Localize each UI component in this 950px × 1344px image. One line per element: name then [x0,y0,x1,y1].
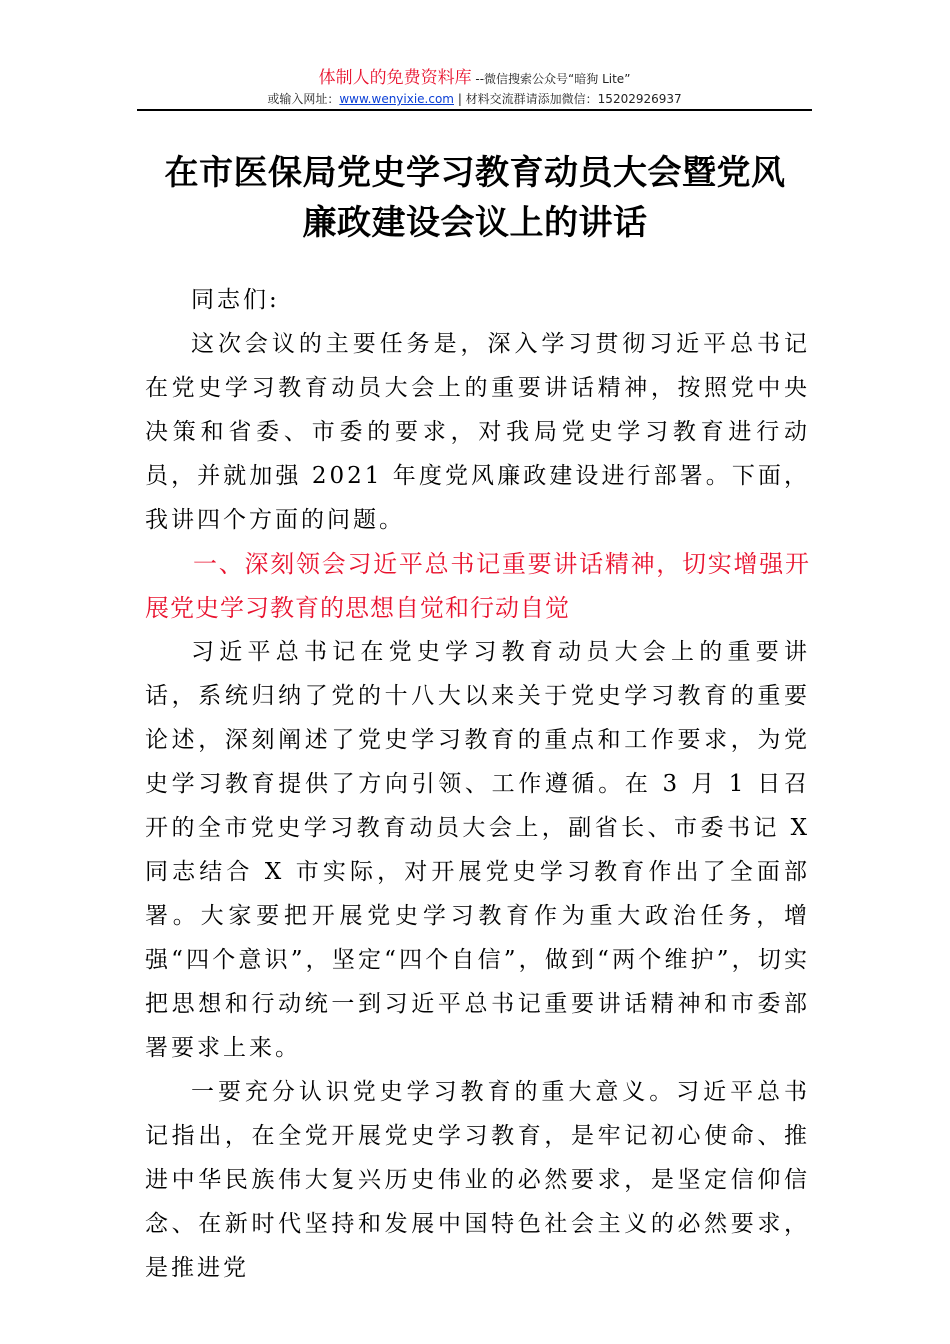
section-heading-1: 一、深刻领会习近平总书记重要讲话精神，切实增强开展党史学习教育的思想自觉和行动自觉 [145,550,810,622]
website-link[interactable]: www.wenyixie.com [339,92,454,106]
document-body [145,278,810,1290]
header-tagline: --微信搜索公众号“暗狗 Lite” [471,72,631,86]
header-promo-line [137,68,812,90]
page-header [137,68,812,108]
header-divider [137,109,812,111]
contact-info: | 材料交流群请添加微信：15202926937 [454,92,682,106]
title-line-2: 廉政建设会议上的讲话 [302,203,648,243]
header-contact-line [137,90,812,108]
salutation: 同志们: [191,287,280,313]
url-prefix: 或输入网址： [267,92,340,106]
section-1-paragraph-2: 一要充分认识党史学习教育的重大意义。习近平总书记指出，在全党开展党史学习教育，是牢记初心使命、推进中华民族伟大复兴历史伟业的必然要求，是坚定信仰信念、在新时代坚持和发展中国特色社会主义的必然要求，是推进党 [145,1079,810,1281]
intro-paragraph: 这次会议的主要任务是，深入学习贯彻习近平总书记在党史学习教育动员大会上的重要讲话精神，按照党中央决策和省委、市委的要求，对我局党史学习教育进行动员，并就加强 2021 年度党风廉政建设进行部署。下面，我讲四个方面的问题。 [145,331,810,533]
brand-name: 体制人的免费资料库 [318,68,472,88]
title-line-1: 在市医保局党史学习教育动员大会暨党风 [164,153,786,193]
section-1-paragraph-1: 习近平总书记在党史学习教育动员大会上的重要讲话，系统归纳了党的十八大以来关于党史学习教育的重要论述，深刻阐述了党史学习教育的重点和工作要求，为党史学习教育提供了方向引领、工作遵循。在 3 月 1 日召开的全市党史学习教育动员大会上，副省长、市委书记 X 同志结合 X 市实际，对开展党史学习教育作出了全面部署。大家要把开展党史学习教育作为重大政治任务，增强“四个意识”，坚定“四个自信”，做到“两个维护”，切实把思想和行动统一到习近平总书记重要讲话精神和市委部署要求上来。 [145,639,810,1061]
document-title [140,148,810,248]
